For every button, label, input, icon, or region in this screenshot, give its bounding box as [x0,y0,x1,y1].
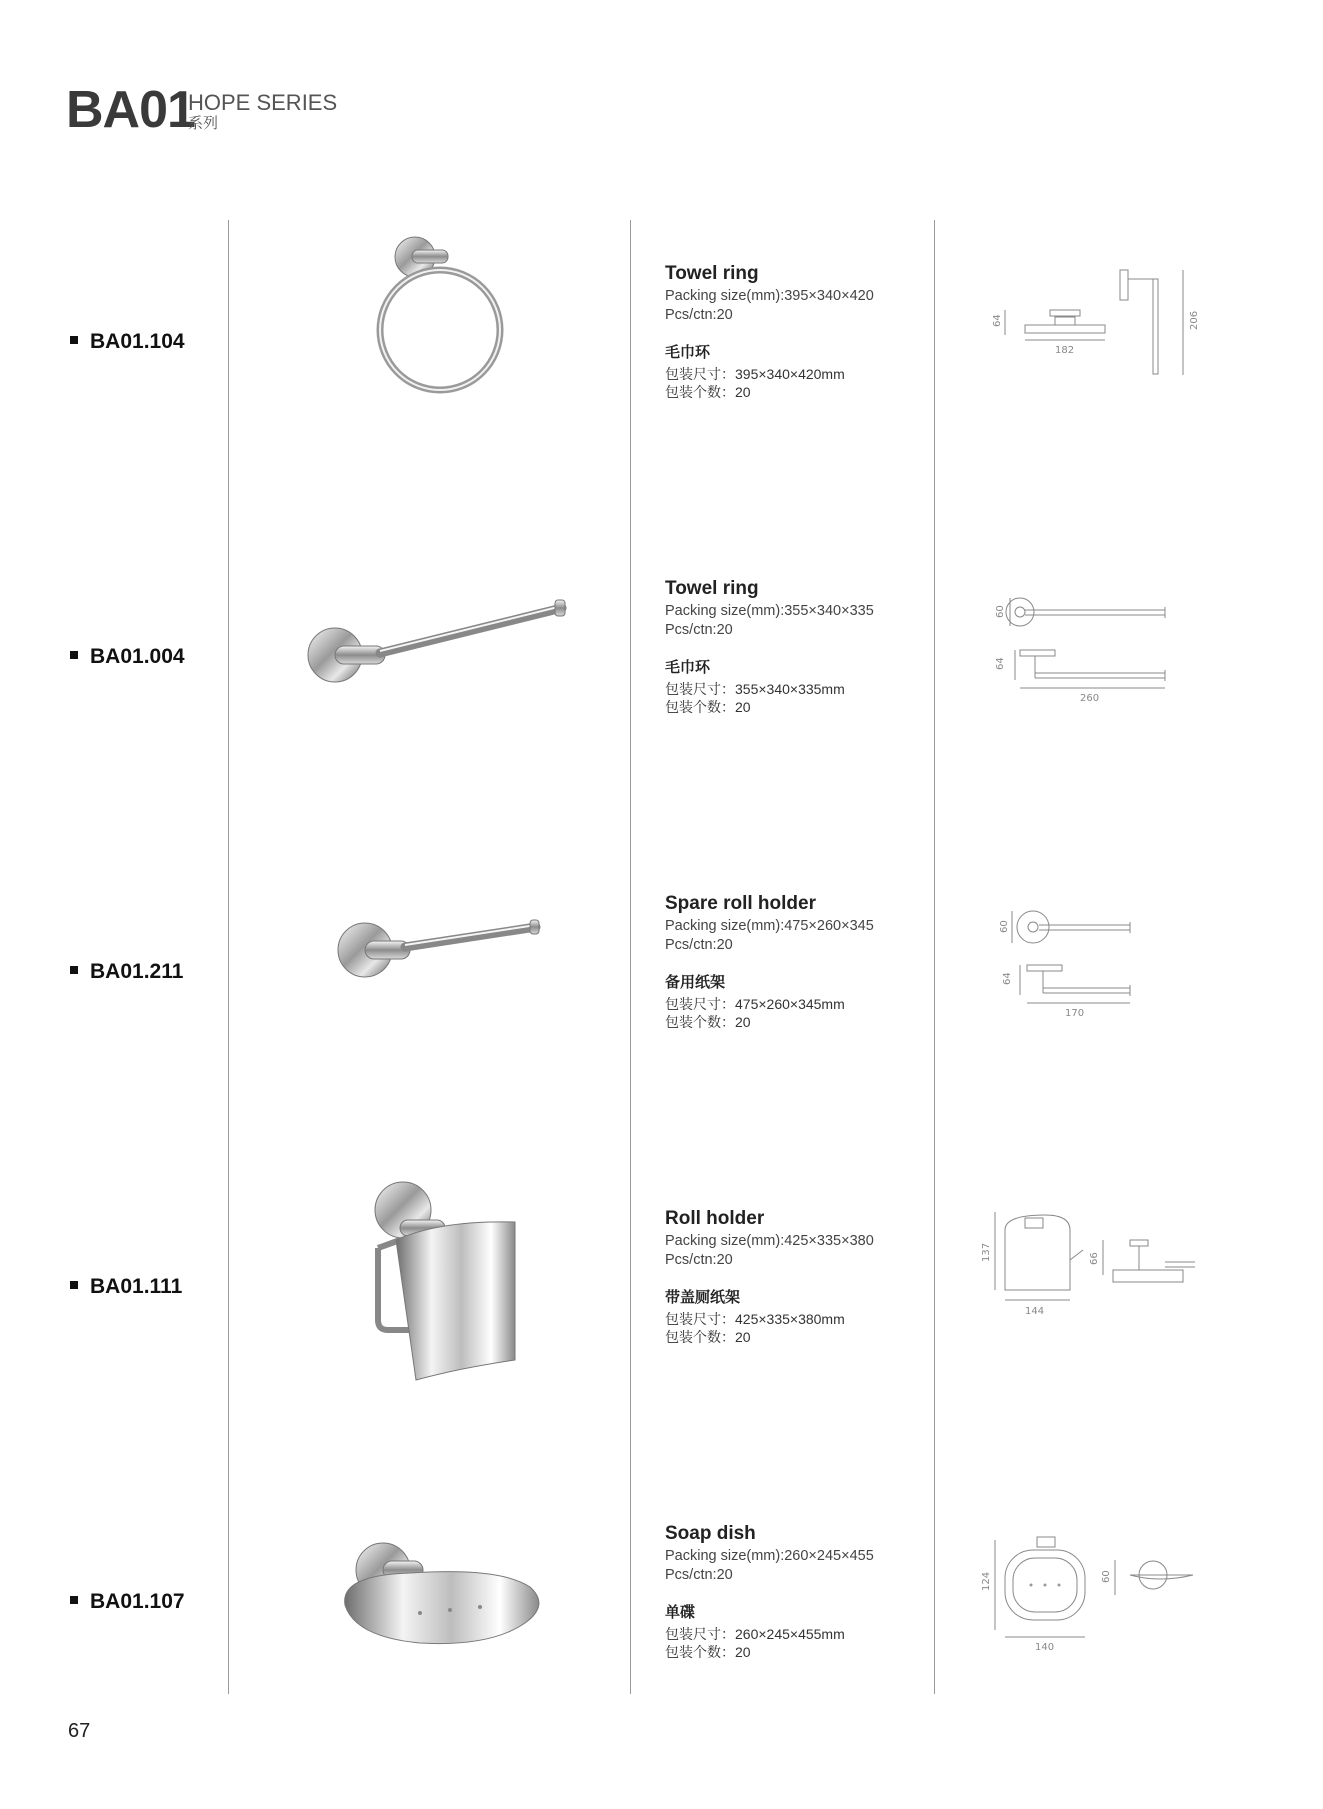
spec-block [665,1523,925,1661]
series-name: HOPE SERIES [188,90,338,115]
spec-block [665,263,925,401]
dimension-drawing [965,885,1235,1025]
series-name-cn: 系列 [188,115,219,132]
pcs-per-carton-cn: 包装个数：20 [665,1644,751,1660]
product-name: Soap dish [665,1523,756,1544]
pcs-per-carton: Pcs/ctn:20 [665,1252,733,1268]
pcs-per-carton-cn: 包装个数：20 [665,1329,751,1345]
packing-size: Packing size(mm):475×260×345 [665,918,874,934]
product-row-5 [0,1495,1323,1809]
dim-label: 260 [1080,693,1100,704]
model-number: BA01.111 [70,1275,182,1299]
dim-label: 64 [995,657,1006,670]
dim-label: 124 [981,1571,992,1591]
bullet-icon [70,966,78,974]
spare-roll-holder-photo [300,865,600,1115]
model-number: BA01.211 [70,960,183,984]
pcs-per-carton: Pcs/ctn:20 [665,1567,733,1583]
packing-size: Packing size(mm):260×245×455 [665,1548,874,1564]
dim-label: 170 [1065,1008,1085,1019]
bullet-icon [70,651,78,659]
product-name: Spare roll holder [665,893,816,914]
packing-size: Packing size(mm):425×335×380 [665,1233,874,1249]
model-number: BA01.004 [70,645,185,669]
dim-label: 66 [1089,1252,1100,1265]
dimension-drawing [965,570,1235,710]
product-row-2 [0,550,1323,864]
product-row-4 [0,1180,1323,1494]
dim-label: 64 [992,314,1003,327]
bullet-icon [70,336,78,344]
dimension-drawing [965,255,1235,395]
pcs-per-carton-cn: 包装个数：20 [665,1014,751,1030]
product-name-cn: 单碟 [665,1604,696,1621]
spec-block [665,578,925,716]
product-name: Towel ring [665,263,759,284]
pcs-per-carton: Pcs/ctn:20 [665,937,733,953]
product-name: Towel ring [665,578,759,599]
product-name: Roll holder [665,1208,765,1229]
spec-block [665,893,925,1031]
packing-size: Packing size(mm):355×340×335 [665,603,874,619]
dim-label: 140 [1035,1642,1055,1653]
dim-label: 60 [995,605,1006,618]
pcs-per-carton-cn: 包装个数：20 [665,699,751,715]
product-name-cn: 备用纸架 [665,974,726,991]
towel-bar-photo [300,550,600,800]
bullet-icon [70,1596,78,1604]
model-number: BA01.107 [70,1590,185,1614]
product-name-cn: 毛巾环 [665,344,711,361]
dim-label: 144 [1025,1306,1045,1317]
series-code: BA01 [66,81,195,139]
product-row-3 [0,865,1323,1179]
dimension-drawing [965,1200,1235,1340]
dim-label: 60 [1101,1570,1112,1583]
roll-holder-photo [300,1180,600,1430]
spec-block [665,1208,925,1346]
dim-label: 182 [1055,345,1075,356]
packing-size-cn: 包装尺寸：355×340×335mm [665,681,845,697]
model-number: BA01.104 [70,330,185,354]
towel-ring-photo [300,235,600,485]
dim-label: 64 [1002,972,1013,985]
dimension-drawing [965,1515,1235,1655]
page-number: 67 [68,1720,91,1742]
bullet-icon [70,1281,78,1289]
pcs-per-carton-cn: 包装个数：20 [665,384,751,400]
packing-size-cn: 包装尺寸：395×340×420mm [665,366,845,382]
product-row-1 [0,235,1323,549]
packing-size: Packing size(mm):395×340×420 [665,288,874,304]
product-name-cn: 带盖厕纸架 [665,1289,741,1306]
pcs-per-carton: Pcs/ctn:20 [665,622,733,638]
dim-label: 60 [999,920,1010,933]
dim-label: 206 [1189,310,1200,330]
packing-size-cn: 包装尺寸：260×245×455mm [665,1626,845,1642]
packing-size-cn: 包装尺寸：475×260×345mm [665,996,845,1012]
product-name-cn: 毛巾环 [665,659,711,676]
pcs-per-carton: Pcs/ctn:20 [665,307,733,323]
dim-label: 137 [981,1242,992,1262]
soap-dish-photo [300,1495,600,1745]
packing-size-cn: 包装尺寸：425×335×380mm [665,1311,845,1327]
